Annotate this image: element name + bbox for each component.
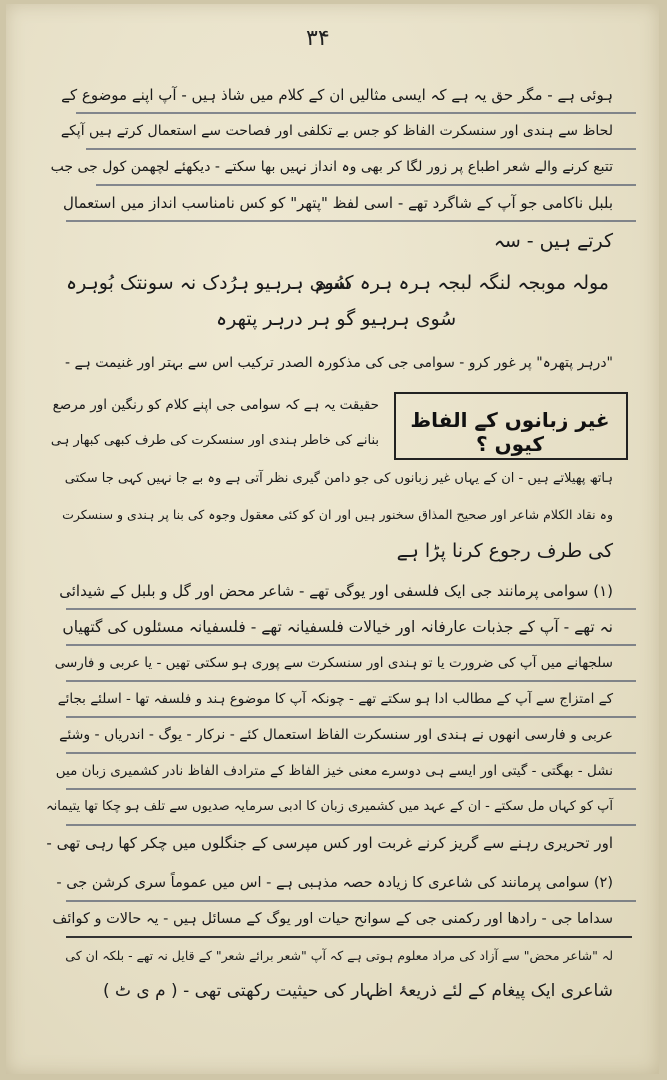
body-line: سداما جی - رادھا اور رکمنی جی کے سوانح حیات اور یوگ کے مسائل ہیں - یہ حالات و کوائف — [52, 911, 613, 927]
body-line: (۲) سوامی پرمانند کی شاعری کا زیادہ حصہ مذہبی ہے - اس میں عموماً سری کرشن جی - — [56, 875, 613, 891]
pen-underline — [66, 608, 636, 610]
pen-underline — [96, 184, 636, 186]
verse-center: سُوی ہرہیو گو ہر درہر پتھرہ — [216, 308, 457, 330]
body-line: بنانے کی خاطر ہندی اور سنسکرت کی طرف کبھی کبھار ہی — [50, 433, 379, 448]
footnote-rule — [66, 936, 632, 938]
body-line: نشل - بھگتی - گیتی اور ایسے ہی دوسرے معنی خیز الفاظ کے مترادف الفاظ نادر کشمیری زبان میں — [55, 763, 613, 779]
body-line: (۱) سوامی پرمانند جی ایک فلسفی اور یوگی تھے - شاعر محض اور گل و بلبل کے شیدائی — [59, 582, 613, 600]
pen-underline — [66, 824, 636, 826]
body-line: وہ نقاد الکلام شاعر اور صحیح المذاق سخنور ہیں اور ان کو کئی معقول وجوہ کی بنا پر ہندی و سنسکرت — [62, 507, 613, 522]
body-line: سلجھانے میں آپ کی ضرورت یا تو ہندی اور سنسکرت سے پوری ہو سکتی تھیں - یا عربی و فارسی — [54, 655, 613, 671]
footnote-line: شاعری ایک پیغام کے لئے ذریعۂ اظہار کی حیثیت رکھتی تھی - ( م ی ٹ ) — [102, 981, 613, 1001]
body-line: اور تحریری رہنے سے گریز کرنے غربت اور کس مپرسی کے جنگلوں میں چکر کھا رہی تھی - — [46, 834, 613, 852]
body-line: لحاظ سے ہندی اور سنسکرت الفاظ کو جس بے تکلفی اور فصاحت سے استعمال کرتے ہیں آپکے — [60, 123, 613, 139]
verse-right: مولہ موبجہ لنگہ لبجہ ہرہ ہرہ کسم — [314, 272, 609, 294]
body-line: حقیقت یہ ہے کہ سوامی جی اپنے کلام کو رنگین اور مرصع — [52, 397, 379, 413]
pen-underline — [76, 112, 636, 114]
body-line: نہ تھے - آپ کے جذبات عارفانہ اور خیالات فلسفیانہ تھے - فلسفیانہ مسئلوں کی گتھیاں — [62, 618, 613, 636]
section-heading: غیر زبانوں کے الفاظ کیوں ؟ — [410, 408, 610, 456]
footnote-line: لہ "شاعر محض" سے آزاد کی مراد معلوم ہوتی ہے کہ آپ "شعر برائے شعر" کے قایل نہ تھے - بلکہ ان کی — [65, 948, 613, 963]
page-number: ۳۴ — [306, 26, 330, 51]
pen-underline — [66, 788, 636, 790]
body-line: ہاتھ پھیلاتے ہیں - ان کے یہاں غیر زبانوں کی جو دامن گیری نظر آتی ہے وہ بے جا نہیں کہی جا سکتی — [64, 471, 613, 486]
pen-underline — [66, 752, 636, 754]
body-line: ہوئی ہے - مگر حق یہ ہے کہ ایسی مثالیں ان کے کلام میں شاذ ہیں - آپ اپنے موضوع کے — [61, 86, 613, 104]
scanned-page — [6, 4, 659, 1074]
body-line: "درہر پتھرہ" پر غور کرو - سوامی جی کی مذکورہ الصدر ترکیب اس سے بہتر اور غنیمت ہے - — [64, 355, 613, 371]
pen-underline — [66, 220, 636, 222]
pen-underline — [66, 680, 636, 682]
pen-underline — [66, 716, 636, 718]
body-line: کے امتزاج سے آپ کے مطالب ادا ہو سکتے تھے - چونکہ آپ کا موضوع ہند و فلسفہ تھا - اسلئے بجائے — [57, 691, 613, 707]
verse-left: سُوی ہرہیو ہرُدک نہ سونتک بُوہرہ — [66, 272, 351, 294]
body-line: تتبع کرنے والے شعر اطباع پر زور لگا کر بھی وہ انداز نہیں بھا سکتے - دیکھئے لچھمن کول جی جب — [50, 159, 613, 175]
body-line: آپ کو کہاں مل سکتے - ان کے عہد میں کشمیری زبان کا ادبی سرمایہ صدیوں سے تلف ہو چکا تھا یتیمانہ — [46, 799, 613, 814]
pen-underline — [66, 644, 636, 646]
pen-underline — [66, 900, 636, 902]
body-line: عربی و فارسی انھوں نے ہندی اور سنسکرت الفاظ استعمال کئے - نرکار - یوگ - اندریاں - وشئے — [59, 727, 613, 743]
body-line: کی طرف رجوع کرنا پڑا ہے — [396, 540, 613, 562]
body-line: بلبل ناکامی جو آپ کے شاگرد تھے - اسی لفظ "پتھر" کو کس نامناسب انداز میں استعمال — [63, 194, 613, 212]
pen-underline — [86, 148, 636, 150]
body-line: کرتے ہیں - سہ — [493, 230, 613, 252]
